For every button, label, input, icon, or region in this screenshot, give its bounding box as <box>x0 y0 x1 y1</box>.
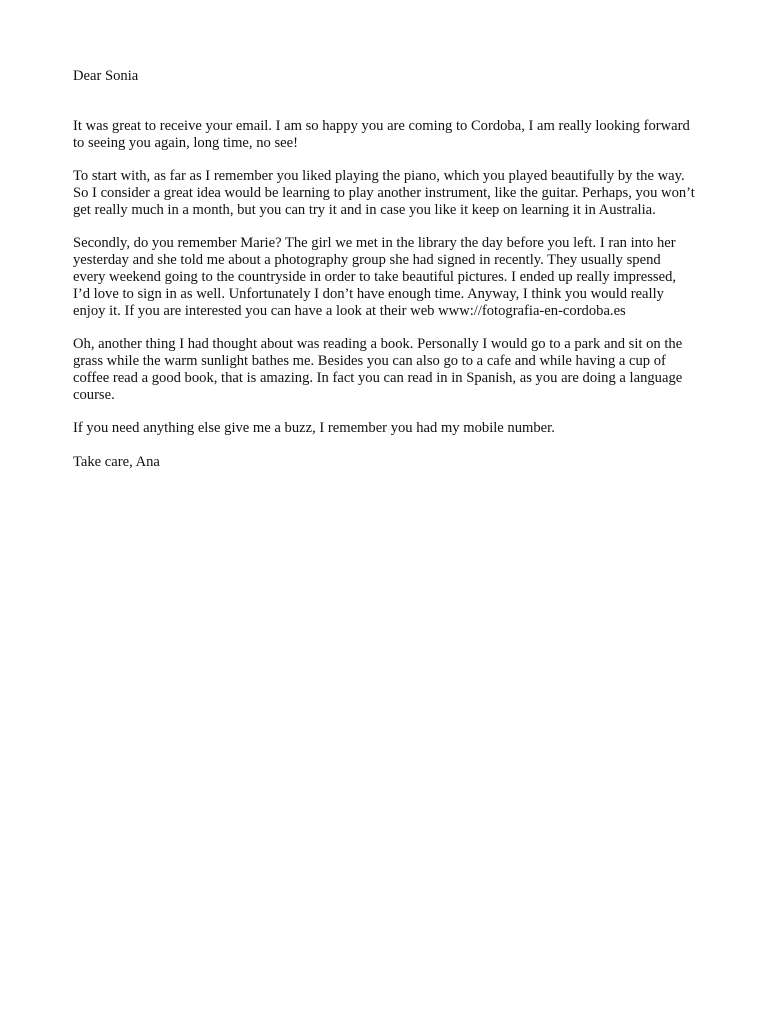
letter-paragraph-intro: It was great to receive your email. I am so happy you are coming to Cordoba, I am really looking forward to seeing you again, long time, no see! <box>73 117 690 151</box>
letter-greeting: Dear Sonia <box>73 68 139 84</box>
letter-paragraph-reading: Oh, another thing I had thought about was reading a book. Personally I would go to a park and sit on the grass while the warm sunlight bathes me. Besides you can also go to a cafe and while having a cup of coffee read a good book, that is amazing. In fact you can read in in Spanish, as you are doing a language course. <box>73 336 683 403</box>
letter-closing: Take care, Ana <box>73 453 160 470</box>
letter-paragraph-photography: Secondly, do you remember Marie? The girl we met in the library the day before you left. I ran into her yesterday and she told me about a photography group she had signed in recently. They usually spend every weekend going to the countryside in order to take beautiful pictures. I ended up really impressed, I’d love to sign in as well. Unfortunately I don’t have enough time. Anyway, I think you would really enjoy it. If you are interested you can have a look at their web www://fotografia-en-cordoba.es <box>73 235 677 319</box>
letter-paragraph-contact: If you need anything else give me a buzz, I remember you had my mobile number. <box>73 420 555 437</box>
letter-body <box>73 68 695 471</box>
letter-paragraph-piano: To start with, as far as I remember you liked playing the piano, which you played beautifully by the way. So I consider a great idea would be learning to play another instrument, like the guitar. Perhaps, you won’t get really much in a month, but you can try it and in case you like it keep on learning it in Australia. <box>73 168 695 218</box>
